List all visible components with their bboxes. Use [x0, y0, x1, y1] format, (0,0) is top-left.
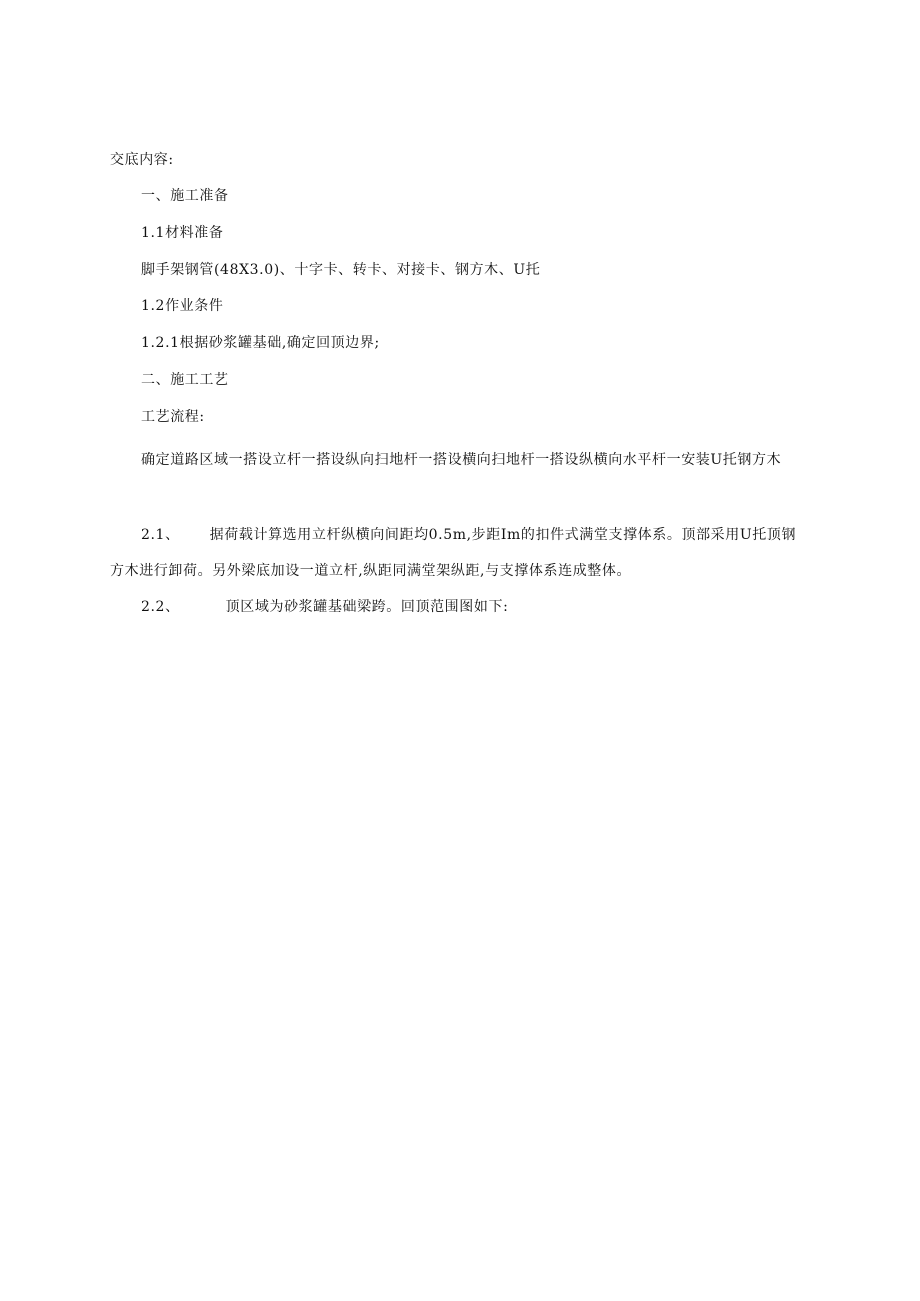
subsection-1-1-title: 1.1材料准备	[141, 225, 224, 241]
disclosure-heading: 交底内容:	[110, 152, 174, 168]
process-flow-paragraph: 确定道路区域一搭设立杆一搭设纵向扫地杆一搭设横向扫地杆一搭设纵横向水平杆一安装U托钢方木	[141, 452, 782, 468]
section-2-title: 二、施工工艺	[141, 372, 229, 388]
item-2-2-number: 2.2、	[141, 599, 180, 615]
item-2-2-paragraph	[141, 598, 508, 616]
process-label: 工艺流程:	[141, 409, 205, 425]
section-1-title: 一、施工准备	[141, 188, 229, 204]
item-2-1-number: 2.1、	[141, 527, 180, 543]
subsection-1-2-title: 1.2作业条件	[141, 298, 224, 314]
subsection-1-2-1-text: 1.2.1根据砂浆罐基础,确定回顶边界;	[141, 335, 380, 351]
item-2-2-text: 顶区域为砂浆罐基础梁跨。回顶范围图如下:	[225, 599, 509, 615]
item-2-1-text: 据荷载计算选用立杆纵横向间距均0.5m,步距Im的扣件式满堂支撑体系。顶部采用U托顶钢方木进行卸荷。另外梁底加设一道立杆,纵距同满堂架纵距,与支撑体系连成整体。	[110, 527, 797, 579]
materials-list: 脚手架钢管(48X3.0)、十字卡、转卡、对接卡、钢方木、U托	[141, 262, 541, 278]
item-2-1-paragraph	[110, 517, 810, 589]
